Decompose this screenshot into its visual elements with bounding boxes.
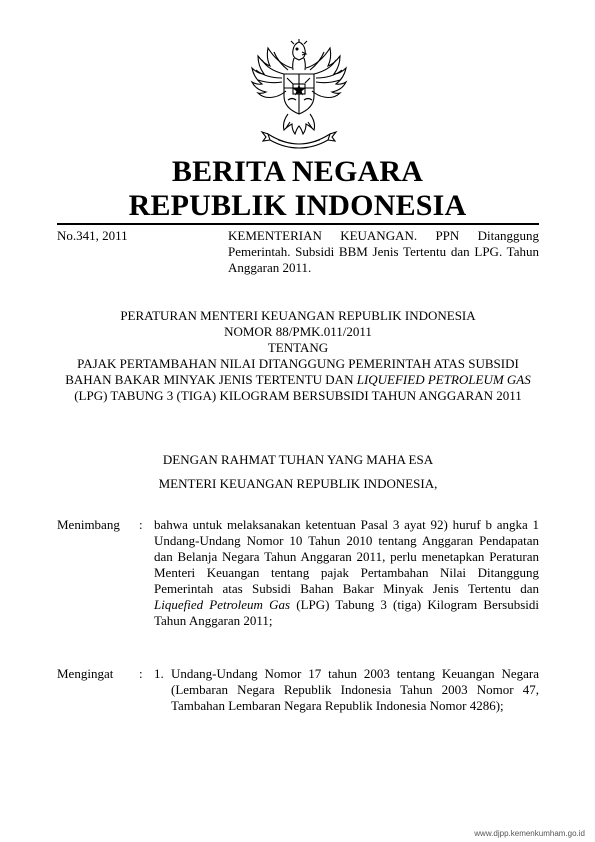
masthead-divider (57, 223, 539, 225)
invocation-line1: DENGAN RAHMAT TUHAN YANG MAHA ESA (162, 452, 434, 467)
regulation-subject-part-b: (LPG) TABUNG 3 (TIGA) KILOGRAM BERSUBSIDI TAHUN ANGGARAN 2011 (74, 388, 522, 403)
regulation-subject (57, 356, 539, 404)
list-item-text: Undang-Undang Nomor 17 tahun 2003 tentang Keuangan Negara (Lembaran Negara Republik Indonesia Tahun 2003 Nomor 47, Tambahan Lembaran Negara Republik Indonesia Nomor 4286); (171, 666, 539, 713)
considering-text-part-a: bahwa untuk melaksanakan ketentuan Pasal 3 ayat 92) huruf b angka 1 Undang-Undang Nomor 10 Tahun 2010 tentang Anggaran Pendapatan dan Belanja Negara Tahun Anggaran 2011, perlu menetapkan Peraturan Menteri Keuangan tentang pajak Pertambahan Nilai Ditanggung Pemerintah atas Subsidi Bahan Bakar Minyak Jenis Tertentu dan (154, 517, 539, 596)
issue-summary: KEMENTERIAN KEUANGAN. PPN Ditanggung Pemerintah. Subsidi BBM Jenis Tertentu dan LPG. Tahun Anggaran 2011. (228, 228, 539, 275)
regulation-about: TENTANG (267, 340, 329, 355)
regulation-subject-italic: LIQUEFIED PETROLEUM GAS (356, 372, 531, 387)
invocation-line2: MENTERI KEUANGAN REPUBLIK INDONESIA, (158, 476, 438, 491)
considering-colon: : (139, 517, 143, 532)
considering-label: Menimbang (57, 517, 120, 532)
regulation-heading (57, 308, 539, 404)
regulation-number: NOMOR 88/PMK.011/2011 (224, 324, 372, 339)
garuda-emblem-icon (244, 38, 354, 150)
regulation-subject-part-a: PAJAK PERTAMBAHAN NILAI DITANGGUNG PEMERINTAH ATAS SUBSIDI BAHAN BAKAR MINYAK JENIS TERTENTU DAN (65, 356, 519, 387)
invocation-block (57, 452, 539, 500)
masthead-title-line2: REPUBLIK INDONESIA (128, 189, 467, 222)
considering-text (154, 517, 539, 629)
masthead-title-line1: BERITA NEGARA (171, 155, 424, 188)
issue-number: No.341, 2011 (57, 228, 128, 243)
regulation-title: PERATURAN MENTERI KEUANGAN REPUBLIK INDONESIA (120, 308, 476, 323)
considering-text-italic: Liquefied Petroleum Gas (154, 597, 291, 612)
recalling-label: Mengingat (57, 666, 114, 681)
footer-url: www.djpp.kemenkumham.go.id (474, 829, 585, 838)
considering-text-part-b: (LPG) Tabung 3 (tiga) Kilogram Bersubsidi Tahun Anggaran 2011; (154, 597, 539, 628)
list-item-number: 1. (154, 666, 164, 681)
recalling-colon: : (139, 666, 143, 681)
